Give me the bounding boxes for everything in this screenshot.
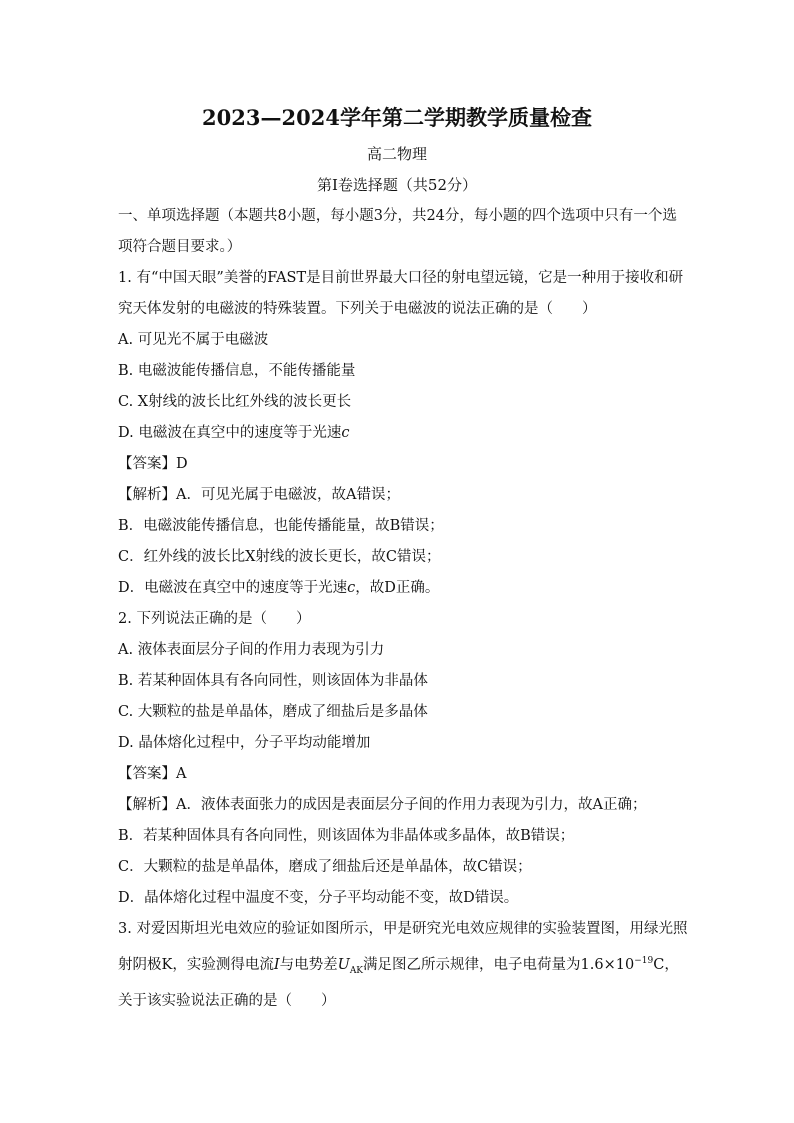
q1-analysis-4 — [118, 578, 439, 598]
q2-answer: 【答案】A — [118, 766, 187, 782]
part1-intro-line-1: 一、单项选择题（本题共8小题，每小题3分，共24分，每小题的四个选项中只有一个选 — [118, 208, 677, 224]
q3-voltage-subscript: AK — [349, 965, 364, 976]
q1-option-d-symbol: c — [341, 425, 350, 441]
q1-option-a: A. 可见光不属于电磁波 — [118, 332, 269, 348]
q3-stem-line-3: 关于该实验说法正确的是（ ） — [118, 993, 336, 1009]
q1-analysis-1: 【解析】A．可见光属于电磁波，故A错误； — [118, 487, 400, 503]
q1-analysis-3: C．红外线的波长比X射线的波长更长，故C错误； — [118, 549, 441, 565]
q2-analysis-2: B．若某种固体具有各向同性，则该固体为非晶体或多晶体，故B错误； — [118, 828, 575, 844]
q3-current-symbol: I — [273, 957, 280, 973]
q1-analysis-4-end: ，故D正确。 — [355, 580, 440, 596]
q3-stem-2-part-d: C， — [653, 957, 679, 973]
q1-option-c: C. X射线的波长比红外线的波长更长 — [118, 394, 352, 410]
q2-option-d: D. 晶体熔化过程中，分子平均动能增加 — [118, 735, 371, 751]
q1-option-b: B. 电磁波能传播信息，不能传播能量 — [118, 363, 356, 379]
q1-option-d — [118, 423, 349, 443]
page-title: 2023—2024学年第二学期教学质量检查 — [202, 105, 592, 130]
q3-stem-2-part-a: 射阴极K，实验测得电流 — [118, 957, 274, 973]
part1-intro-line-2: 项符合题目要求。） — [118, 239, 242, 255]
q2-stem: 2. 下列说法正确的是（ ） — [118, 611, 311, 627]
q3-stem-line-1: 3. 对爱因斯坦光电效应的验证如图所示，甲是研究光电效应规律的实验装置图，用绿光照 — [118, 921, 688, 937]
q2-analysis-4: D．晶体熔化过程中温度不变，分子平均动能不变，故D错误。 — [118, 890, 519, 906]
q3-stem-2-part-b: 与电势差 — [279, 957, 338, 973]
q3-voltage-symbol: U — [337, 957, 350, 973]
q3-stem-2-part-c: 满足图乙所示规律，电子电荷量为1.6×10 — [363, 957, 635, 973]
q1-stem-line-2: 究天体发射的电磁波的特殊装置。下列关于电磁波的说法正确的是（ ） — [118, 301, 597, 317]
q1-analysis-4-text: D．电磁波在真空中的速度等于光速 — [118, 580, 348, 596]
q2-option-b: B. 若某种固体具有各向同性，则该固体为非晶体 — [118, 673, 428, 689]
q1-analysis-2: B．电磁波能传播信息，也能传播能量，故B错误； — [118, 518, 444, 534]
q2-option-a: A. 液体表面层分子间的作用力表现为引力 — [118, 642, 385, 658]
q3-exponent: −19 — [634, 956, 654, 967]
q2-option-c: C. 大颗粒的盐是单晶体，磨成了细盐后是多晶体 — [118, 704, 428, 720]
subject-heading: 高二物理 — [366, 145, 427, 163]
q1-option-d-text: D. 电磁波在真空中的速度等于光速 — [118, 425, 342, 441]
q1-analysis-4-symbol: c — [347, 580, 356, 596]
q2-analysis-3: C．大颗粒的盐是单晶体，磨成了细盐后还是单晶体，故C错误； — [118, 859, 532, 875]
q2-analysis-1: 【解析】A．液体表面张力的成因是表面层分子间的作用力表现为引力，故A正确； — [118, 797, 647, 813]
q3-stem-line-2 — [118, 955, 679, 975]
section-heading: 第Ⅰ卷选择题（共52分） — [316, 176, 477, 194]
q1-stem-line-1: 1. 有“中国天眼”美誉的FAST是目前世界最大口径的射电望远镜，它是一种用于接收和研 — [118, 270, 684, 286]
q1-answer: 【答案】D — [118, 456, 188, 472]
